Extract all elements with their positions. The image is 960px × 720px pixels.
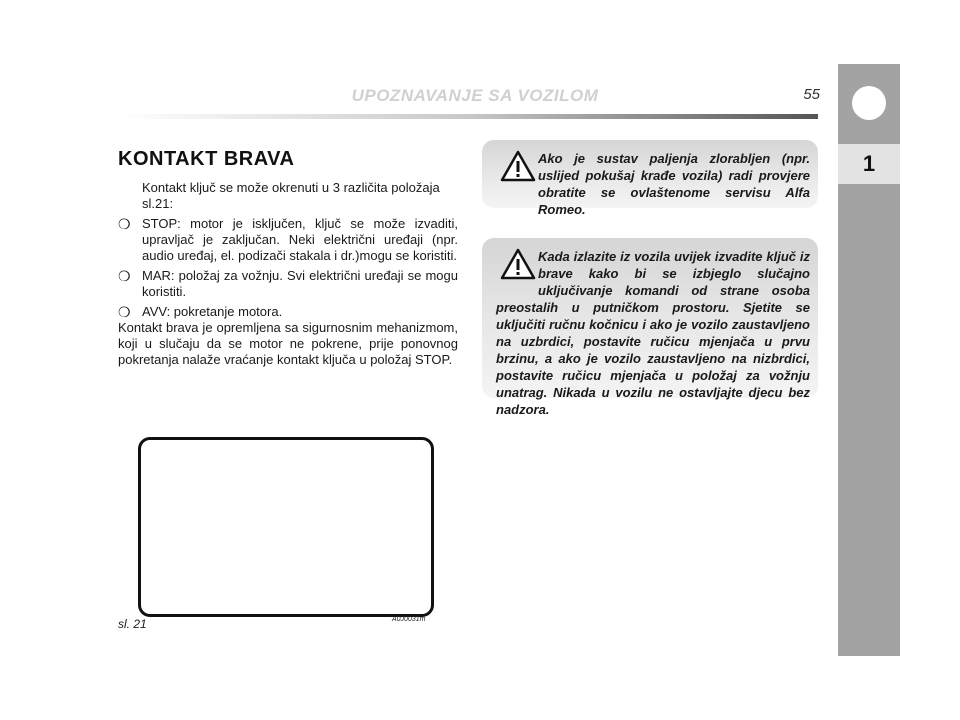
section-title: KONTAKT BRAVA xyxy=(118,148,295,170)
warning-text: Ako je sustav paljenja zlorabljen (npr. uslijed pokušaj krađe vozila) radi provjere obratite se ovlaštenome servisu Alfa Romeo. xyxy=(538,151,810,217)
chapter-number: 1 xyxy=(838,144,900,184)
side-tab-top xyxy=(838,64,900,142)
ignition-positions-list xyxy=(118,180,458,324)
warning-triangle-icon xyxy=(500,150,536,182)
bullet-icon: ❍ xyxy=(118,268,131,284)
chapter-side-tab xyxy=(838,64,900,656)
bullet-icon: ❍ xyxy=(118,304,131,320)
warning-text: Kada izlazite iz vozila uvijek izvadite ključ iz brave kako bi se izbjeglo slučajno uključivanje komandi od strane osoba preostalih u putničkom prostoru. Sjetite se uključiti ručnu kočnicu i ako je vozilo zaustavljeno na uzbrdici, postavite ručicu mjenjača u prvu brzinu, a ako je vozilo zaustavljeno na nizbrdici, postavite ručicu mjenjača u položaj za vožnju unatrag. Nikada u vozilu ne ostavljajte djecu bez nadzora. xyxy=(496,249,810,417)
bullet-icon: ❍ xyxy=(118,216,131,232)
page-header-title: UPOZNAVANJE SA VOZILOM xyxy=(351,86,599,105)
list-item-text: STOP: motor je isključen, ključ se može izvaditi, upravljač je zaključan. Neki električni uređaji (npr. audio uređaj, el. podizači stakala i dr.)mogu se koristiti. xyxy=(142,216,458,263)
list-intro: Kontakt ključ se može okrenuti u 3 različita položaja sl.21: xyxy=(142,180,440,211)
list-item xyxy=(118,268,458,300)
warning-text-container xyxy=(496,248,810,418)
warning-box-leaving-vehicle xyxy=(482,238,818,417)
list-item-text: AVV: pokretanje motora. xyxy=(142,304,283,319)
list-item xyxy=(118,216,458,264)
figure-frame xyxy=(138,437,434,617)
warning-box-ignition-misuse xyxy=(482,140,818,217)
page-number: 55 xyxy=(803,86,820,103)
list-item xyxy=(118,304,458,320)
circle-icon xyxy=(852,86,886,120)
figure-code: A0J0031m xyxy=(392,616,426,623)
figure-caption: sl. 21 xyxy=(118,617,147,631)
list-item-text: MAR: položaj za vožnju. Svi električni uređaji se mogu koristiti. xyxy=(142,268,458,299)
header-divider xyxy=(118,114,818,119)
safety-mechanism-paragraph: Kontakt brava je opremljena sa sigurnosnim mehanizmom, koji u slučaju da se motor ne pokrene, prije ponovnog pokretanja nalaže vraćanje kontakt ključa u položaj STOP. xyxy=(118,320,458,367)
icon-spacer xyxy=(496,248,538,296)
